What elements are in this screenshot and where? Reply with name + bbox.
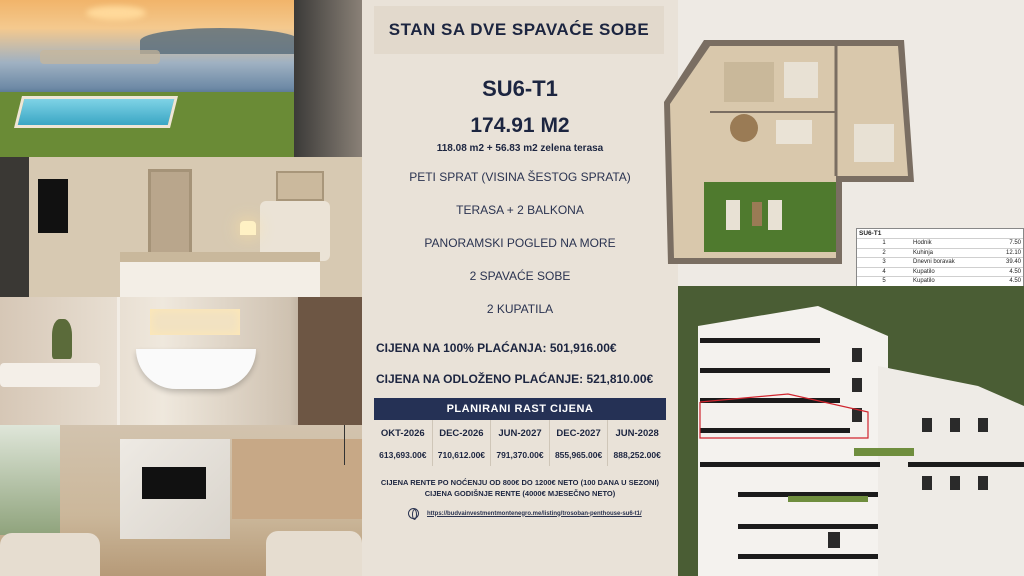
feature-terrace: TERASA + 2 BALKONA xyxy=(456,203,584,217)
vanity-sink xyxy=(0,363,100,387)
legend-room: Kuhinja xyxy=(913,249,934,256)
sunset-glow xyxy=(86,6,146,20)
photo-rooftop-pool xyxy=(0,0,362,157)
legend-row xyxy=(857,257,1023,267)
building-wing xyxy=(878,366,1024,576)
pendant-lamp xyxy=(344,425,358,465)
feature-view: PANORAMSKI POGLED NA MORE xyxy=(424,236,616,250)
old-town xyxy=(40,50,160,64)
legend-row xyxy=(857,238,1023,248)
legend-room: Dnevni boravak xyxy=(913,259,955,265)
legend-num: 4 xyxy=(882,268,886,275)
legend-row xyxy=(857,267,1023,277)
growth-date: JUN-2027 xyxy=(491,420,550,446)
growth-value: 791,370.00€ xyxy=(491,446,550,466)
price-full-payment: CIJENA NA 100% PLAĆANJA: 501,916.00€ xyxy=(376,341,617,355)
kitchen-area xyxy=(232,439,362,519)
legend-num: 3 xyxy=(882,259,886,265)
mountain-silhouette xyxy=(140,28,300,54)
globe-icon xyxy=(408,508,419,519)
growth-date: OKT-2026 xyxy=(374,420,433,446)
photo-living-room xyxy=(0,425,362,576)
legend-area: 7.50 xyxy=(1009,240,1021,246)
plan-bed-2 xyxy=(854,124,894,162)
lit-niche xyxy=(150,309,240,335)
price-deferred-payment: CIJENA NA ODLOŽENO PLAĆANJE: 521,810.00€ xyxy=(376,372,654,386)
rent-annual: CIJENA GODIŠNJE RENTE (4000€ MJESEČNO NETO) xyxy=(424,489,616,498)
unit-code: SU6-T1 xyxy=(482,76,558,101)
feature-bathrooms: 2 KUPATILA xyxy=(486,302,554,316)
rent-nightly: CIJENA RENTE PO NOĆENJU OD 800€ DO 1200€ NETO (100 DANA U SEZONI) xyxy=(380,478,660,487)
price-growth-header xyxy=(374,398,666,420)
price-growth-title: PLANIRANI RAST CIJENA xyxy=(446,403,594,415)
plan-lounger xyxy=(768,200,782,230)
title-band xyxy=(374,6,664,54)
info-panel xyxy=(362,0,678,576)
listing-link-row[interactable] xyxy=(408,508,642,519)
page-title: STAN SA DVE SPAVAĆE SOBE xyxy=(388,20,650,39)
legend-area: 4.50 xyxy=(1009,268,1021,275)
growth-date: DEC-2026 xyxy=(433,420,492,446)
building-wall xyxy=(294,0,362,157)
growth-value: 710,612.00€ xyxy=(433,446,492,466)
wall-art xyxy=(276,171,324,201)
sofa-right xyxy=(266,531,362,576)
plan-sofa xyxy=(776,120,812,144)
legend-num: 2 xyxy=(882,249,886,256)
legend-area: 12.10 xyxy=(1005,249,1021,256)
legend-num: 1 xyxy=(882,240,886,246)
wood-door xyxy=(298,297,362,425)
legend-row xyxy=(857,276,1023,286)
legend-room: Kupatilo xyxy=(913,278,935,284)
bathtub xyxy=(136,349,256,389)
legend-room: Kupatilo xyxy=(913,268,935,275)
building-tower xyxy=(698,306,888,576)
legend-area: 4.50 xyxy=(1009,278,1021,284)
price-growth-dates xyxy=(374,420,666,446)
growth-value: 855,965.00€ xyxy=(550,446,609,466)
legend-row xyxy=(857,248,1023,258)
area-detail: 118.08 m2 + 56.83 m2 zelena terasa xyxy=(436,143,604,154)
plant xyxy=(52,319,72,359)
pool-water xyxy=(14,96,178,128)
feature-bedrooms: 2 SPAVAĆE SOBE xyxy=(469,269,571,283)
plan-bed-1 xyxy=(784,62,818,98)
bedside-lamp xyxy=(240,221,256,235)
price-growth-values xyxy=(374,446,666,466)
living-tv xyxy=(142,467,206,499)
photo-divider xyxy=(117,297,120,425)
legend-area: 39.40 xyxy=(1005,259,1021,265)
plan-kitchen xyxy=(724,62,774,102)
sofa-left xyxy=(0,533,100,576)
plan-dining-table xyxy=(730,114,758,142)
listing-link[interactable]: https://budvainvestmentmontenegro.me/listing/trosoban-penthouse-su6-t1/ xyxy=(427,510,642,517)
price-growth-table xyxy=(374,398,666,466)
legend-num: 5 xyxy=(882,278,886,284)
legend-room: Hodnik xyxy=(913,240,932,246)
growth-value: 613,693.00€ xyxy=(374,446,433,466)
wall-tv xyxy=(38,179,68,233)
growth-value: 888,252.00€ xyxy=(613,450,661,460)
photo-bedroom xyxy=(0,157,362,297)
feature-floor: PETI SPRAT (VISINA ŠESTOG SPRATA) xyxy=(409,170,631,184)
window xyxy=(0,425,60,535)
building-render xyxy=(678,286,1024,576)
plan-table xyxy=(752,202,762,226)
growth-date: DEC-2027 xyxy=(550,420,609,446)
bed xyxy=(120,252,320,297)
photo-bathroom xyxy=(0,297,362,425)
building-illustration xyxy=(678,286,1024,576)
legend-title: SU6-T1 xyxy=(859,230,882,237)
unit-area: 174.91 M2 xyxy=(470,114,570,137)
growth-date: JUN-2028 xyxy=(615,428,659,439)
plan-lounger xyxy=(726,200,740,230)
